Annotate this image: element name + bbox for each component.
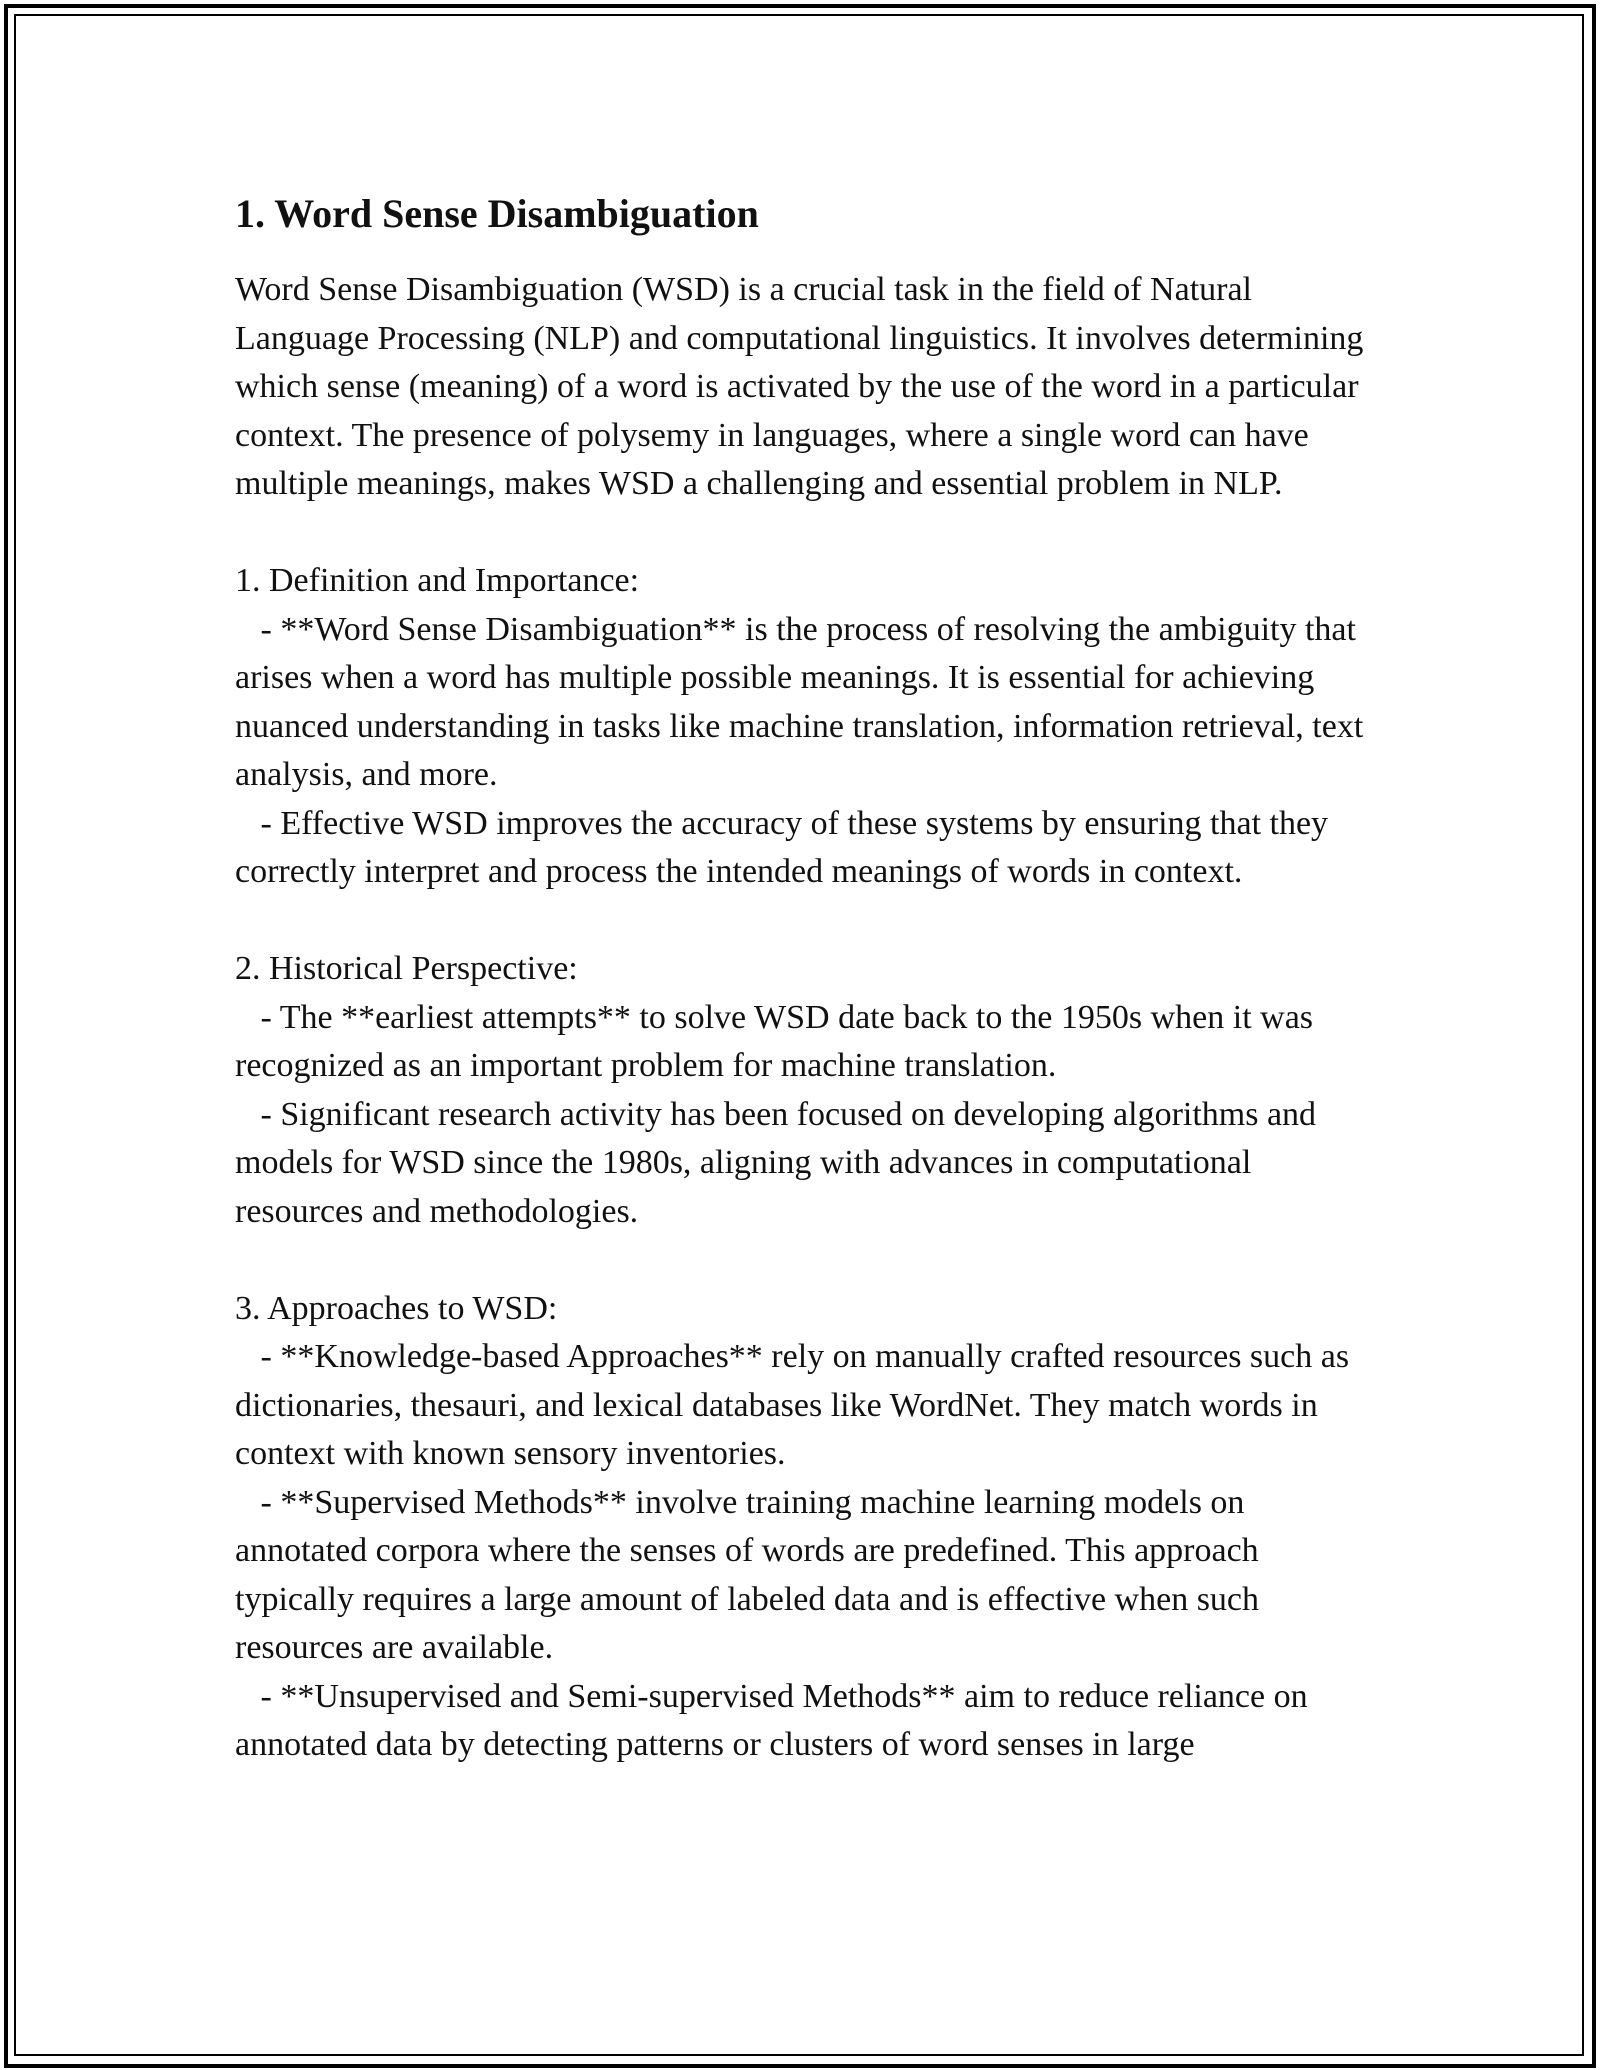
section-title: 2. Historical Perspective: xyxy=(235,950,578,987)
paragraph-gap xyxy=(235,1236,1365,1285)
paragraph-gap xyxy=(235,897,1365,946)
section-approaches xyxy=(235,1285,1365,1770)
section-history xyxy=(235,945,1365,1236)
bullet-item: - Effective WSD improves the accuracy of these systems by ensuring that they correctly interpret and process the intended meanings of words in context. xyxy=(235,804,1337,890)
section-title: 1. Definition and Importance: xyxy=(235,562,640,599)
bullet-item: - **Unsupervised and Semi-supervised Methods** aim to reduce reliance on annotated data by detecting patterns or clusters of word senses in large xyxy=(235,1677,1317,1763)
paragraph-gap xyxy=(235,509,1365,558)
bullet-item: - **Supervised Methods** involve training machine learning models on annotated corpora where the senses of words are predefined. This approach typically requires a large amount of labeled data and is effective when such resources are available. xyxy=(235,1483,1268,1666)
section-definition xyxy=(235,557,1372,897)
intro-paragraph: Word Sense Disambiguation (WSD) is a crucial task in the field of Natural Language Processing (NLP) and computational linguistics. It involves determining which sense (meaning) of a word is activated by the use of the word in a particular context. The presence of polysemy in languages, where a single word can have multiple meanings, makes WSD a challenging and essential problem in NLP. xyxy=(235,271,1364,502)
bullet-item: - **Word Sense Disambiguation** is the process of resolving the ambiguity that arises when a word has multiple possible meanings. It is essential for achieving nuanced understanding in tasks like machine translation, information retrieval, text analysis, and more. xyxy=(235,610,1372,793)
bullet-item: - Significant research activity has been focused on developing algorithms and models for WSD since the 1980s, aligning with advances in computational resources and methodologies. xyxy=(235,1095,1325,1230)
bullet-item: - **Knowledge-based Approaches** rely on manually crafted resources such as dictionaries, thesauri, and lexical databases like WordNet. They match words in context with known sensory inventories. xyxy=(235,1338,1358,1472)
document-heading: 1. Word Sense Disambiguation xyxy=(235,191,759,236)
bullet-item: - The **earliest attempts** to solve WSD date back to the 1950s when it was recognized as an important problem for machine translation. xyxy=(235,998,1322,1084)
document-body xyxy=(235,188,1372,1770)
section-title: 3. Approaches to WSD: xyxy=(235,1289,558,1327)
